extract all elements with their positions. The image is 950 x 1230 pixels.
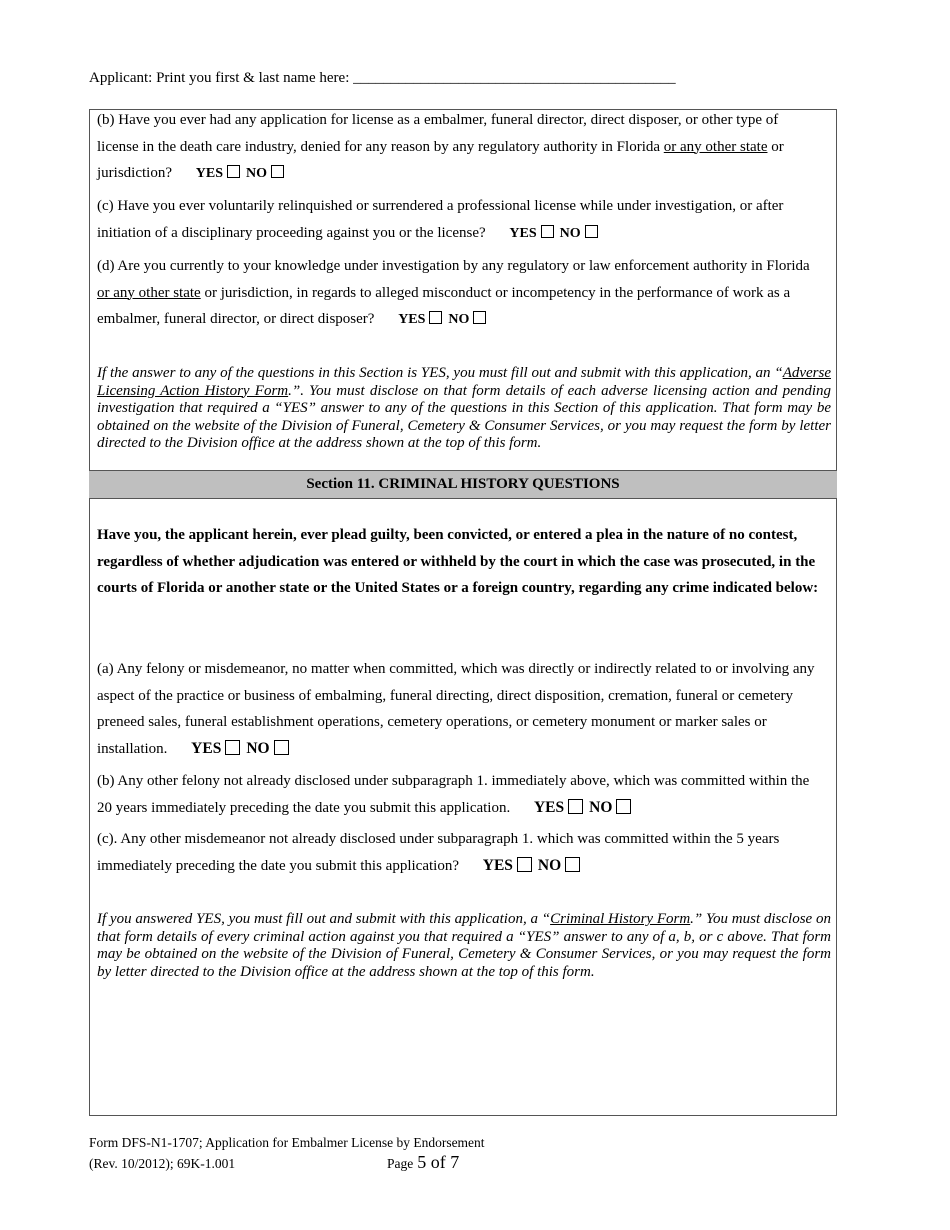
yes-no-group	[534, 799, 637, 816]
underlined-phrase: or any other state	[663, 138, 768, 155]
adverse-licensing-note: If the answer to any of the questions in this Section is YES, you must fill out and submit with this application, an “Adverse Licensing Action History Form.”. You must disclose on that form details of each adverse licensing action and pending investigation that required a “YES” answer to any of the questions in this Section of this application. That form may be obtained on the website of the Division of Funeral, Cemetery & Consumer Services, or you may request the form by letter directed to the Division office at the address shown at the top of this form.	[97, 365, 832, 451]
question-10b: (b) Have you ever had any application for license as a embalmer, funeral director, direct disposer, or other type of license in the death care industry, denied for any reason by any regulatory authority in Florida or any other state or jurisdiction? YES NO	[97, 112, 784, 181]
no-label: NO	[246, 739, 270, 757]
no-label: NO	[589, 798, 613, 816]
yes-no-group	[191, 740, 294, 757]
applicant-name-line	[89, 70, 676, 87]
no-checkbox[interactable]	[274, 740, 289, 755]
question-10c: (c) Have you ever voluntarily relinquished or surrendered a professional license while under investigation, or after initiation of a disciplinary proceeding against you or the license? YES NO	[97, 198, 784, 241]
yes-no-group	[483, 857, 586, 874]
no-label: NO	[448, 312, 470, 327]
footer-form-line: Form DFS-N1-1707; Application for Embalmer License by Endorsement	[89, 1135, 485, 1150]
no-label: NO	[537, 856, 562, 874]
yes-no-group	[196, 166, 290, 181]
no-checkbox[interactable]	[585, 225, 598, 238]
yes-label: YES	[398, 312, 426, 327]
no-checkbox[interactable]	[271, 165, 284, 178]
no-checkbox[interactable]	[616, 799, 631, 814]
underlined-phrase: or any other state	[97, 284, 201, 301]
yes-checkbox[interactable]	[429, 311, 442, 324]
no-label: NO	[559, 225, 581, 241]
criminal-history-note: If you answered YES, you must fill out and submit with this application, a “Criminal History Form.” You must disclose on that form details of every criminal action against you that required a “YES” answer to any of a, b, or c above. That form may be obtained on the website of the Division of Funeral, Cemetery & Consumer Services, or you may request the form by letter directed to the Division office at the address shown at the top of this form.	[97, 911, 831, 980]
question-11c: (c). Any other misdemeanor not already disclosed under subparagraph 1. which was committed within the 5 years immediately preceding the date you submit this application? YES NO	[97, 831, 780, 874]
yes-checkbox[interactable]	[517, 857, 532, 872]
criminal-history-form-link: Criminal History Form	[550, 911, 691, 927]
adverse-licensing-form-link: Adverse Licensing Action History Form	[97, 365, 831, 399]
applicant-name-prompt: Applicant: Print you first & last name here:	[89, 70, 350, 86]
yes-label: YES	[509, 225, 537, 241]
footer-rev-line: (Rev. 10/2012); 69K-1.001	[89, 1156, 236, 1171]
page-count: 5 of 7	[417, 1152, 460, 1172]
no-checkbox[interactable]	[473, 311, 486, 324]
page-number	[387, 1152, 459, 1173]
yes-label: YES	[533, 798, 565, 816]
yes-no-group	[398, 312, 492, 327]
page-word: Page	[387, 1156, 414, 1171]
yes-checkbox[interactable]	[541, 225, 554, 238]
criminal-history-lead: Have you, the applicant herein, ever plead guilty, been convicted, or entered a plea in the nature of no contest, regardless of whether adjudication was entered or withheld by the court in which the case was prosecuted, in the courts of Florida or another state or the United States or a foreign country, regarding any crime indicated below:	[97, 527, 819, 596]
yes-label: YES	[191, 739, 222, 757]
no-checkbox[interactable]	[565, 857, 580, 872]
section-11-header: Section 11. CRIMINAL HISTORY QUESTIONS	[89, 470, 837, 499]
yes-label: YES	[482, 856, 513, 874]
yes-checkbox[interactable]	[227, 165, 240, 178]
question-10d: (d) Are you currently to your knowledge under investigation by any regulatory or law enforcement authority in Florida or any other state or jurisdiction, in regards to alleged misconduct or incompetency in the performance of work as a embalmer, funeral director, or direct disposer? YES NO	[97, 258, 810, 327]
no-label: NO	[245, 166, 267, 181]
question-11b: (b) Any other felony not already disclosed under subparagraph 1. immediately above, which was committed within the 20 years immediately preceding the date you submit this application. YES NO	[97, 773, 810, 816]
yes-label: YES	[195, 166, 223, 181]
question-11a: (a) Any felony or misdemeanor, no matter when committed, which was directly or indirectly related to or involving any aspect of the practice or business of embalming, funeral directing, direct disposition, cremation, funeral or cemetery preneed sales, funeral establishment operations, cemetery operations, or cemetery monument or marker sales or installation. YES NO	[97, 661, 815, 757]
yes-no-group	[509, 226, 603, 241]
yes-checkbox[interactable]	[225, 740, 240, 755]
yes-checkbox[interactable]	[568, 799, 583, 814]
applicant-name-field[interactable]: ___________________________________________	[353, 70, 676, 86]
